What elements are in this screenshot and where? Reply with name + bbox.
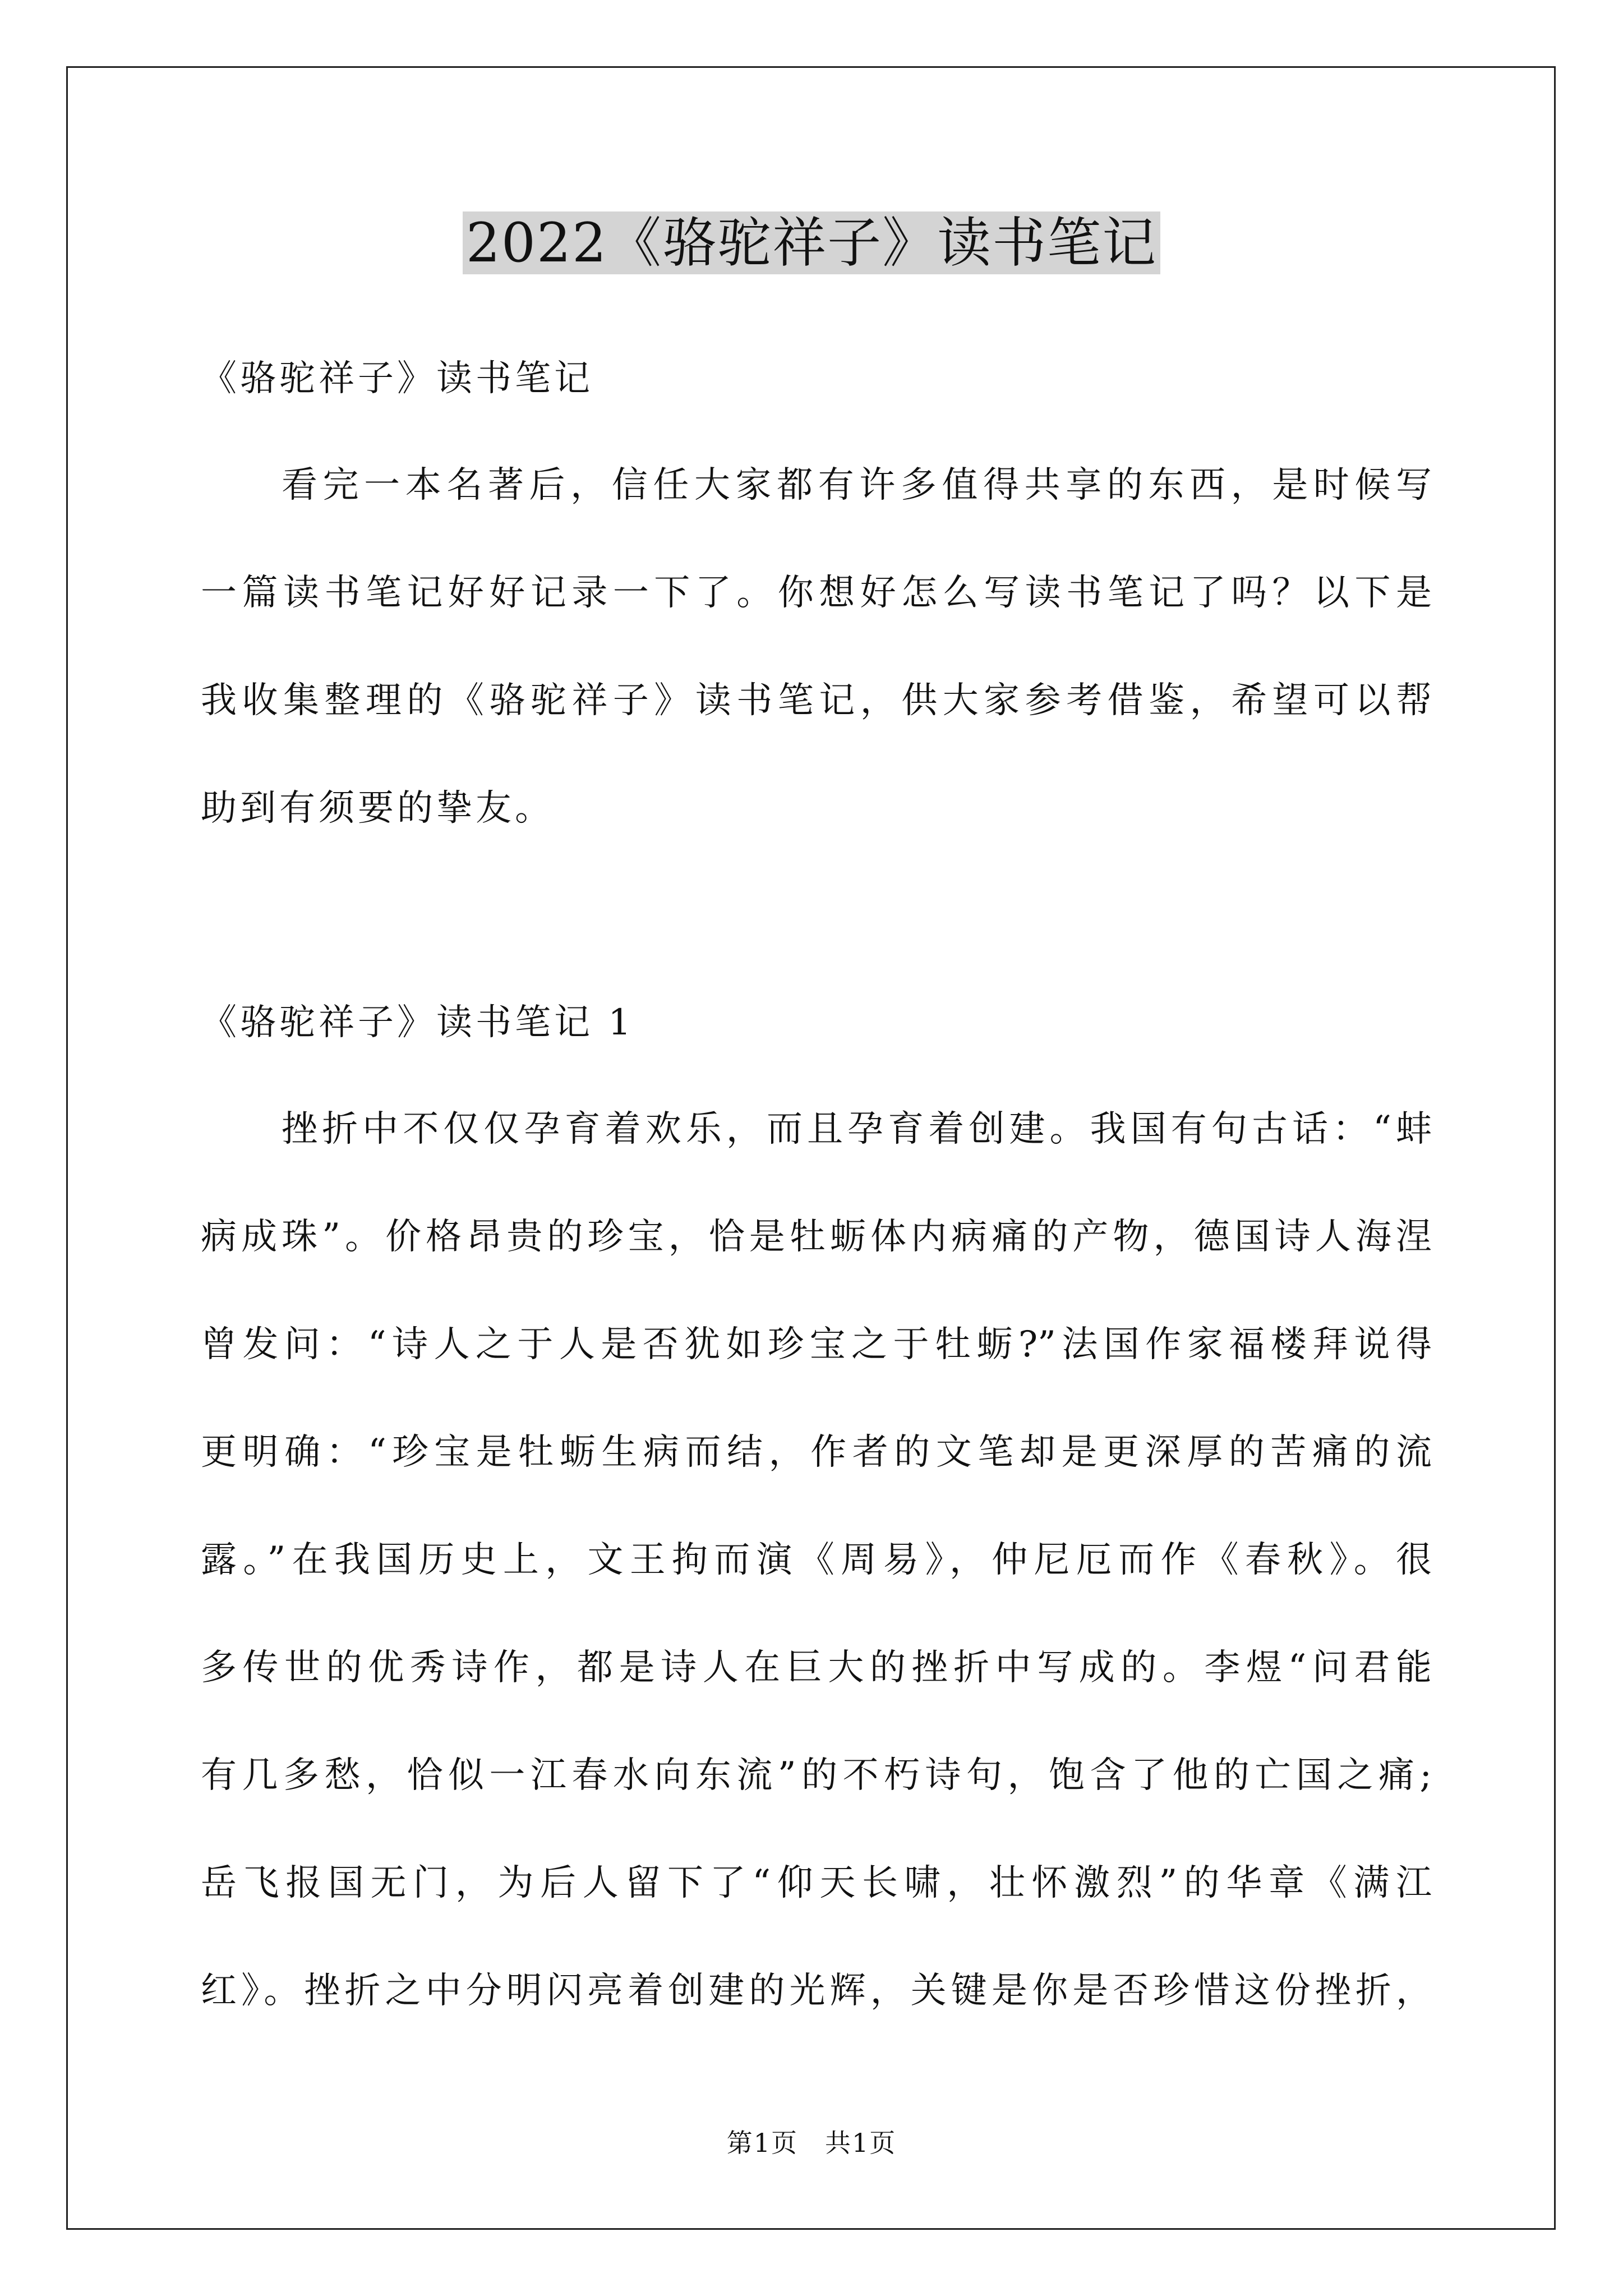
section-line-4: 更明确：“珍宝是牡蛎生病而结，作者的文笔却是更深厚的苦痛的流 <box>201 1432 1432 1473</box>
document-title-text: 2022《骆驼祥子》读书笔记 <box>463 211 1160 274</box>
section-line-6: 多传世的优秀诗作，都是诗人在巨大的挫折中写成的。李煜“问君能 <box>201 1647 1432 1688</box>
section-line-7: 有几多愁，恰似一江春水向东流”的不朽诗句，饱含了他的亡国之痛; <box>201 1755 1432 1796</box>
page-footer: 第1页 共1页 <box>726 2128 897 2158</box>
section-line-8: 岳飞报国无门，为后人留下了“仰天长啸，壮怀激烈”的华章《满江 <box>201 1862 1432 1904</box>
section-heading: 《骆驼祥子》读书笔记 1 <box>201 1002 635 1043</box>
intro-line-4: 助到有须要的挚友。 <box>201 788 554 829</box>
section-line-2: 病成珠”。价格昂贵的珍宝，恰是牡蛎体内病痛的产物，德国诗人海涅 <box>201 1216 1432 1258</box>
intro-line-2: 一篇读书笔记好好记录一下了。你想好怎么写读书笔记了吗？以下是 <box>201 572 1432 614</box>
document-title <box>0 206 1623 279</box>
section-line-9: 红》。挫折之中分明闪亮着创建的光辉，关键是你是否珍惜这份挫折， <box>201 1970 1432 2012</box>
subtitle-heading: 《骆驼祥子》读书笔记 <box>201 358 593 399</box>
section-line-3: 曾发问：“诗人之于人是否犹如珍宝之于牡蛎?”法国作家福楼拜说得 <box>201 1324 1432 1365</box>
intro-line-3: 我收集整理的《骆驼祥子》读书笔记，供大家参考借鉴，希望可以帮 <box>201 680 1432 721</box>
intro-line-1: 看完一本名著后，信任大家都有许多值得共享的东西，是时候写 <box>282 464 1432 506</box>
section-line-5: 露。”在我国历史上，文王拘而演《周易》，仲尼厄而作《春秋》。很 <box>201 1539 1432 1581</box>
section-line-1: 挫折中不仅仅孕育着欢乐，而且孕育着创建。我国有句古话：“蚌 <box>282 1108 1432 1150</box>
